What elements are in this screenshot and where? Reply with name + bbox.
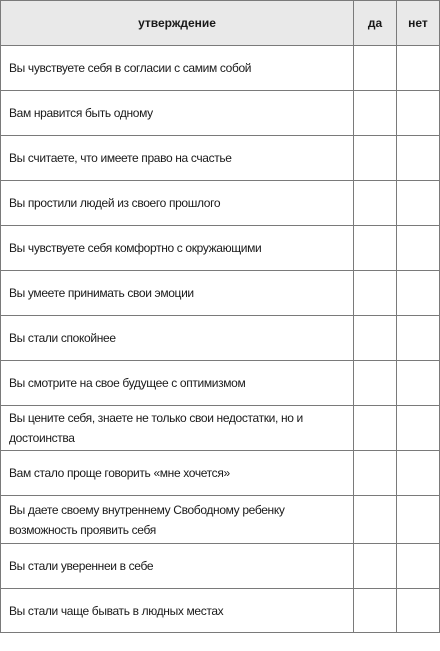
- yes-cell[interactable]: [354, 136, 397, 181]
- yes-cell[interactable]: [354, 544, 397, 589]
- yes-cell[interactable]: [354, 496, 397, 544]
- yes-cell[interactable]: [354, 181, 397, 226]
- no-cell[interactable]: [397, 361, 440, 406]
- table-row: [1, 544, 440, 589]
- statement-cell: Вы считаете, что имеете право на счастье: [1, 136, 354, 181]
- yes-cell[interactable]: [354, 589, 397, 633]
- header-no: нет: [397, 1, 440, 46]
- yes-cell[interactable]: [354, 226, 397, 271]
- statement-cell: Вы даете своему внутреннему Свободному ребенку возможность проявить себя: [1, 496, 354, 544]
- header-statement: утверждение: [1, 1, 354, 46]
- table-row: [1, 46, 440, 91]
- statement-cell: Вы умеете принимать свои эмоции: [1, 271, 354, 316]
- no-cell[interactable]: [397, 589, 440, 633]
- table-row: [1, 136, 440, 181]
- no-cell[interactable]: [397, 451, 440, 496]
- table-row: [1, 451, 440, 496]
- table-row: [1, 226, 440, 271]
- no-cell[interactable]: [397, 136, 440, 181]
- yes-cell[interactable]: [354, 361, 397, 406]
- yes-cell[interactable]: [354, 406, 397, 451]
- table-row: [1, 589, 440, 633]
- table-row: [1, 406, 440, 451]
- statement-cell: Вам стало проще говорить «мне хочется»: [1, 451, 354, 496]
- no-cell[interactable]: [397, 316, 440, 361]
- table-row: [1, 361, 440, 406]
- no-cell[interactable]: [397, 91, 440, 136]
- no-cell[interactable]: [397, 406, 440, 451]
- no-cell[interactable]: [397, 271, 440, 316]
- yes-cell[interactable]: [354, 271, 397, 316]
- no-cell[interactable]: [397, 496, 440, 544]
- table-row: [1, 496, 440, 544]
- statement-cell: Вы чувствуете себя в согласии с самим собой: [1, 46, 354, 91]
- statement-cell: Вы цените себя, знаете не только свои недостатки, но и достоинства: [1, 406, 354, 451]
- table-row: [1, 271, 440, 316]
- no-cell[interactable]: [397, 226, 440, 271]
- no-cell[interactable]: [397, 46, 440, 91]
- statement-cell: Вы стали увереннеи в себе: [1, 544, 354, 589]
- header-yes: да: [354, 1, 397, 46]
- yes-cell[interactable]: [354, 46, 397, 91]
- table-row: [1, 316, 440, 361]
- header-row: [1, 1, 440, 46]
- statement-cell: Вы стали чаще бывать в людных местах: [1, 589, 354, 633]
- yes-cell[interactable]: [354, 451, 397, 496]
- yes-cell[interactable]: [354, 91, 397, 136]
- yes-cell[interactable]: [354, 316, 397, 361]
- no-cell[interactable]: [397, 544, 440, 589]
- statement-cell: Вы стали спокойнее: [1, 316, 354, 361]
- statement-cell: Вы чувствуете себя комфортно с окружающими: [1, 226, 354, 271]
- table-row: [1, 181, 440, 226]
- statement-cell: Вам нравится быть одному: [1, 91, 354, 136]
- table-row: [1, 91, 440, 136]
- statement-cell: Вы смотрите на свое будущее с оптимизмом: [1, 361, 354, 406]
- no-cell[interactable]: [397, 181, 440, 226]
- statement-cell: Вы простили людей из своего прошлого: [1, 181, 354, 226]
